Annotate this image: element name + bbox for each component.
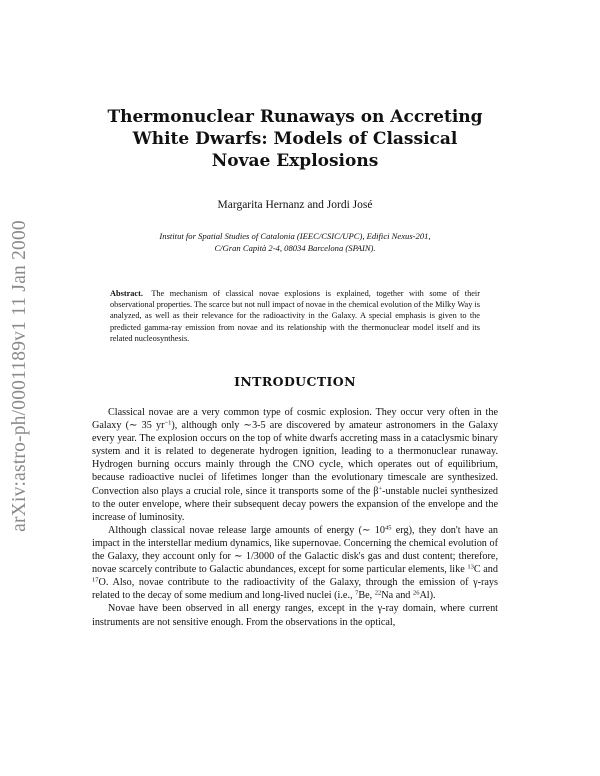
section-heading: INTRODUCTION: [234, 374, 356, 390]
paper-page: [92, 106, 498, 629]
paragraph-2: Although classical novae release large amounts of energy (∼ $10^{45}$ erg), they don't have an impact in the interstellar medium dynamics, like supernovae. Concerning the chemical evolution of the Galaxy, they account only for ∼ 1/3000 of the Galactic disk's gas and dust content; therefore, novae scarcely contribute to Galactic abundances, except for some particular elements, like $^{13}$C and $^{17}$O. Also, novae contribute to the radioactivity of the Galaxy, through the emission of γ-rays related to the decay of some medium and long-lived nuclei (i.e., $^7$Be, $^{22}$Na and $^{26}$Al).: [92, 524, 498, 602]
affiliation-line: C/Gran Capità 2-4, 08034 Barcelona (SPAIN).: [214, 243, 376, 253]
title-line: Thermonuclear Runaways on Accreting: [107, 107, 483, 127]
title-line: White Dwarfs: Models of Classical: [132, 129, 458, 149]
paragraph-1: Classical novae are a very common type of cosmic explosion. They occur very often in the Galaxy (∼ 35 $yr^{-1}$), although only ∼3-5 are discovered by amateur astronomers in the Galaxy every year. The explosion occurs on the top of white dwarfs accreting mass in a cataclysmic binary system and it is related to degenerate hydrogen ignition, leading to a thermonuclear runaway. Hydrogen burning occurs mainly through the CNO cycle, which operates out of equilibrium, because radioactive nuclei of lifetimes longer than the evolutionary timescale are synthesized. Convection also plays a crucial role, since it transports some of the β+-unstable nuclei synthesized to the outer envelope, where their subsequent decay powers the expansion of the envelope and the increase of luminosity.: [92, 407, 498, 523]
arxiv-identifier: arXiv:astro-ph/0001189v1 11 Jan 2000: [9, 220, 30, 532]
paragraph-3: Novae have been observed in all energy ranges, except in the γ-ray domain, where current instruments are not sensitive enough. From the observations in the optical,: [92, 603, 498, 628]
body-text: [92, 406, 498, 629]
abstract-text: The mechanism of classical novae explosions is explained, together with some of their observational properties. The scarce but not null impact of novae in the chemical evolution of the Milky Way is analyzed, as well as their relevance for the radioactivity in the Galaxy. A special emphasis is given to the predicted gamma-ray emission from novae and its relationship with the thermonuclear model itself and its related nucleosynthesis.: [110, 289, 480, 343]
authors: Margarita Hernanz and Jordi José: [217, 199, 373, 211]
paper-title: [92, 106, 498, 172]
abstract-label: Abstract.: [110, 289, 143, 298]
arxiv-stamp: [0, 206, 40, 546]
affiliation-line: Institut for Spatial Studies of Catalonia (IEEC/CSIC/UPC), Edifici Nexus-201,: [159, 231, 431, 241]
title-line: Novae Explosions: [211, 151, 379, 171]
abstract: [110, 288, 480, 344]
affiliation: [100, 230, 490, 254]
